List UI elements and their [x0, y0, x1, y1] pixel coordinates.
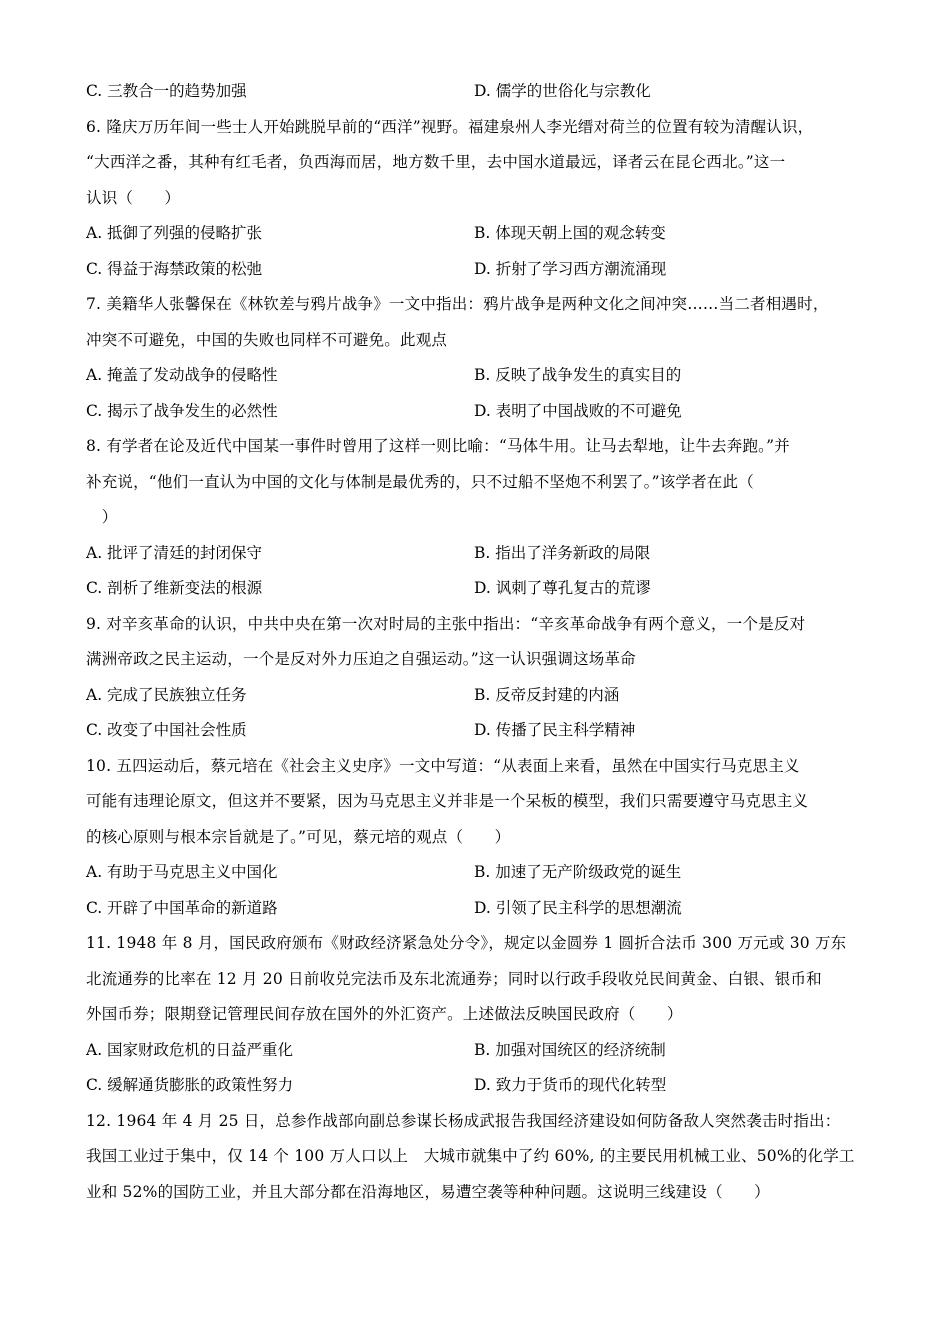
question-stem-line: 的核心原则与根本宗旨就是了。”可见，蔡元培的观点（ ） — [86, 827, 511, 846]
option-d: D. 讽刺了尊孔复古的荒谬 — [474, 579, 651, 597]
option-d: D. 儒学的世俗化与宗教化 — [474, 82, 651, 100]
option-a: A. 完成了民族独立任务 — [86, 685, 247, 704]
options-row — [86, 358, 872, 394]
question-stem-line: 满洲帝政之民主运动，一个是反对外力压迫之自强运动。”这一认识强调这场革命 — [86, 650, 636, 668]
question-stem-line: 业和 52%的国防工业，并且大部分都在沿海地区，易遭空袭等种种问题。这说明三线建设（ ） — [86, 1182, 770, 1201]
question-10 — [86, 749, 872, 927]
question-stem-line: “大西洋之番，其种有红毛者，负西海而居，地方数千里，去中国水道最远，译者云在昆仑西北。”这一 — [86, 153, 786, 171]
option-b: B. 反帝反封建的内涵 — [474, 685, 620, 704]
options-row — [86, 1033, 872, 1069]
question-stem-line: 认识（ ） — [86, 188, 181, 207]
question-stem-line: ） — [86, 508, 118, 526]
option-b: B. 体现天朝上国的观念转变 — [474, 224, 666, 242]
option-c: C. 开辟了中国革命的新道路 — [86, 898, 278, 917]
options-row — [86, 216, 872, 252]
option-a: A. 有助于马克思主义中国化 — [86, 863, 278, 881]
option-a: A. 国家财政危机的日益严重化 — [86, 1040, 294, 1059]
option-c: C. 揭示了战争发生的必然性 — [86, 401, 278, 420]
question-5-options-row-2 — [86, 74, 872, 110]
options-row — [86, 536, 872, 572]
question-6 — [86, 110, 872, 288]
question-stem-line: 12. 1964 年 4 月 25 日，总参作战部向副总参谋长杨成武报告我国经济建设如何防备敌人突然袭击时指出： — [86, 1111, 841, 1130]
question-stem-line: 可能有违理论原文，但这并不要紧，因为马克思主义并非是一个呆板的模型，我们只需要遵守马克思主义 — [86, 792, 809, 810]
question-8 — [86, 429, 872, 607]
question-stem-line: 9. 对辛亥革命的认识，中共中央在第一次对时局的主张中指出：“辛亥革命战争有两个意义，一个是反对 — [86, 614, 806, 633]
option-b: B. 反映了战争发生的真实目的 — [474, 366, 682, 384]
options-row — [86, 713, 872, 749]
question-11 — [86, 926, 872, 1104]
options-row — [86, 252, 872, 288]
question-12 — [86, 1104, 872, 1211]
exam-page — [86, 74, 872, 1210]
question-stem-line: 7. 美籍华人张馨保在《林钦差与鸦片战争》一文中指出：鸦片战争是两种文化之间冲突……当二者相遇时， — [86, 295, 829, 313]
option-b: B. 加速了无产阶级政党的诞生 — [474, 863, 682, 881]
option-c: C. 得益于海禁政策的松弛 — [86, 259, 263, 278]
options-row — [86, 855, 872, 891]
question-7 — [86, 287, 872, 429]
question-9 — [86, 607, 872, 749]
question-stem-line: 北流通券的比率在 12 月 20 日前收兑完法币及东北流通券；同时以行政手段收兑民间黄金、白银、银币和 — [86, 969, 822, 988]
option-a: A. 掩盖了发动战争的侵略性 — [86, 366, 278, 384]
option-d: D. 折射了学习西方潮流涌现 — [474, 259, 667, 278]
option-d: D. 传播了民主科学精神 — [474, 721, 636, 739]
option-c: C. 剖析了维新变法的根源 — [86, 579, 263, 597]
options-row — [86, 571, 872, 607]
option-a: A. 抵御了列强的侵略扩张 — [86, 224, 263, 242]
options-row — [86, 394, 872, 430]
question-stem-line: 冲突不可避免，中国的失败也同样不可避免。此观点 — [86, 330, 448, 349]
options-row — [86, 1068, 872, 1104]
option-c: C. 缓解通货膨胀的政策性努力 — [86, 1076, 294, 1094]
option-c: C. 三教合一的趋势加强 — [86, 82, 247, 100]
options-row — [86, 678, 872, 714]
question-stem-line: 8. 有学者在论及近代中国某一事件时曾用了这样一则比喻：“马体牛用。让马去犁地，让牛去奔跑。”并 — [86, 437, 790, 455]
option-b: B. 指出了洋务新政的局限 — [474, 543, 651, 562]
question-stem-line: 外国币券；限期登记管理民间存放在国外的外汇资产。上述做法反映国民政府（ ） — [86, 1005, 683, 1023]
option-c: C. 改变了中国社会性质 — [86, 721, 247, 739]
options-row — [86, 891, 872, 927]
option-b: B. 加强对国统区的经济统制 — [474, 1040, 666, 1059]
option-d: D. 引领了民主科学的思想潮流 — [474, 898, 682, 917]
option-a: A. 批评了清廷的封闭保守 — [86, 543, 263, 562]
option-d: D. 致力于货币的现代化转型 — [474, 1076, 667, 1094]
question-stem-line: 11. 1948 年 8 月，国民政府颁布《财政经济紧急处分令》，规定以金圆券 1 圆折合法币 300 万元或 30 万东 — [86, 934, 847, 952]
question-stem-line: 6. 隆庆万历年间一些士人开始跳脱早前的“西洋”视野。福建泉州人李光缙对荷兰的位置有较为清醒认识， — [86, 117, 814, 136]
question-stem-line: 10. 五四运动后，蔡元培在《社会主义史序》一文中写道：“从表面上来看，虽然在中国实行马克思主义 — [86, 756, 800, 775]
question-stem-line: 补充说，“他们一直认为中国的文化与体制是最优秀的，只不过船不坚炮不利罢了。”该学者在此（ — [86, 472, 754, 491]
option-d: D. 表明了中国战败的不可避免 — [474, 401, 682, 420]
question-stem-line: 我国工业过于集中，仅 14 个 100 万人口以上 大城市就集中了约 60%, 的主要民用机械工业、50%的化学工 — [86, 1147, 855, 1165]
